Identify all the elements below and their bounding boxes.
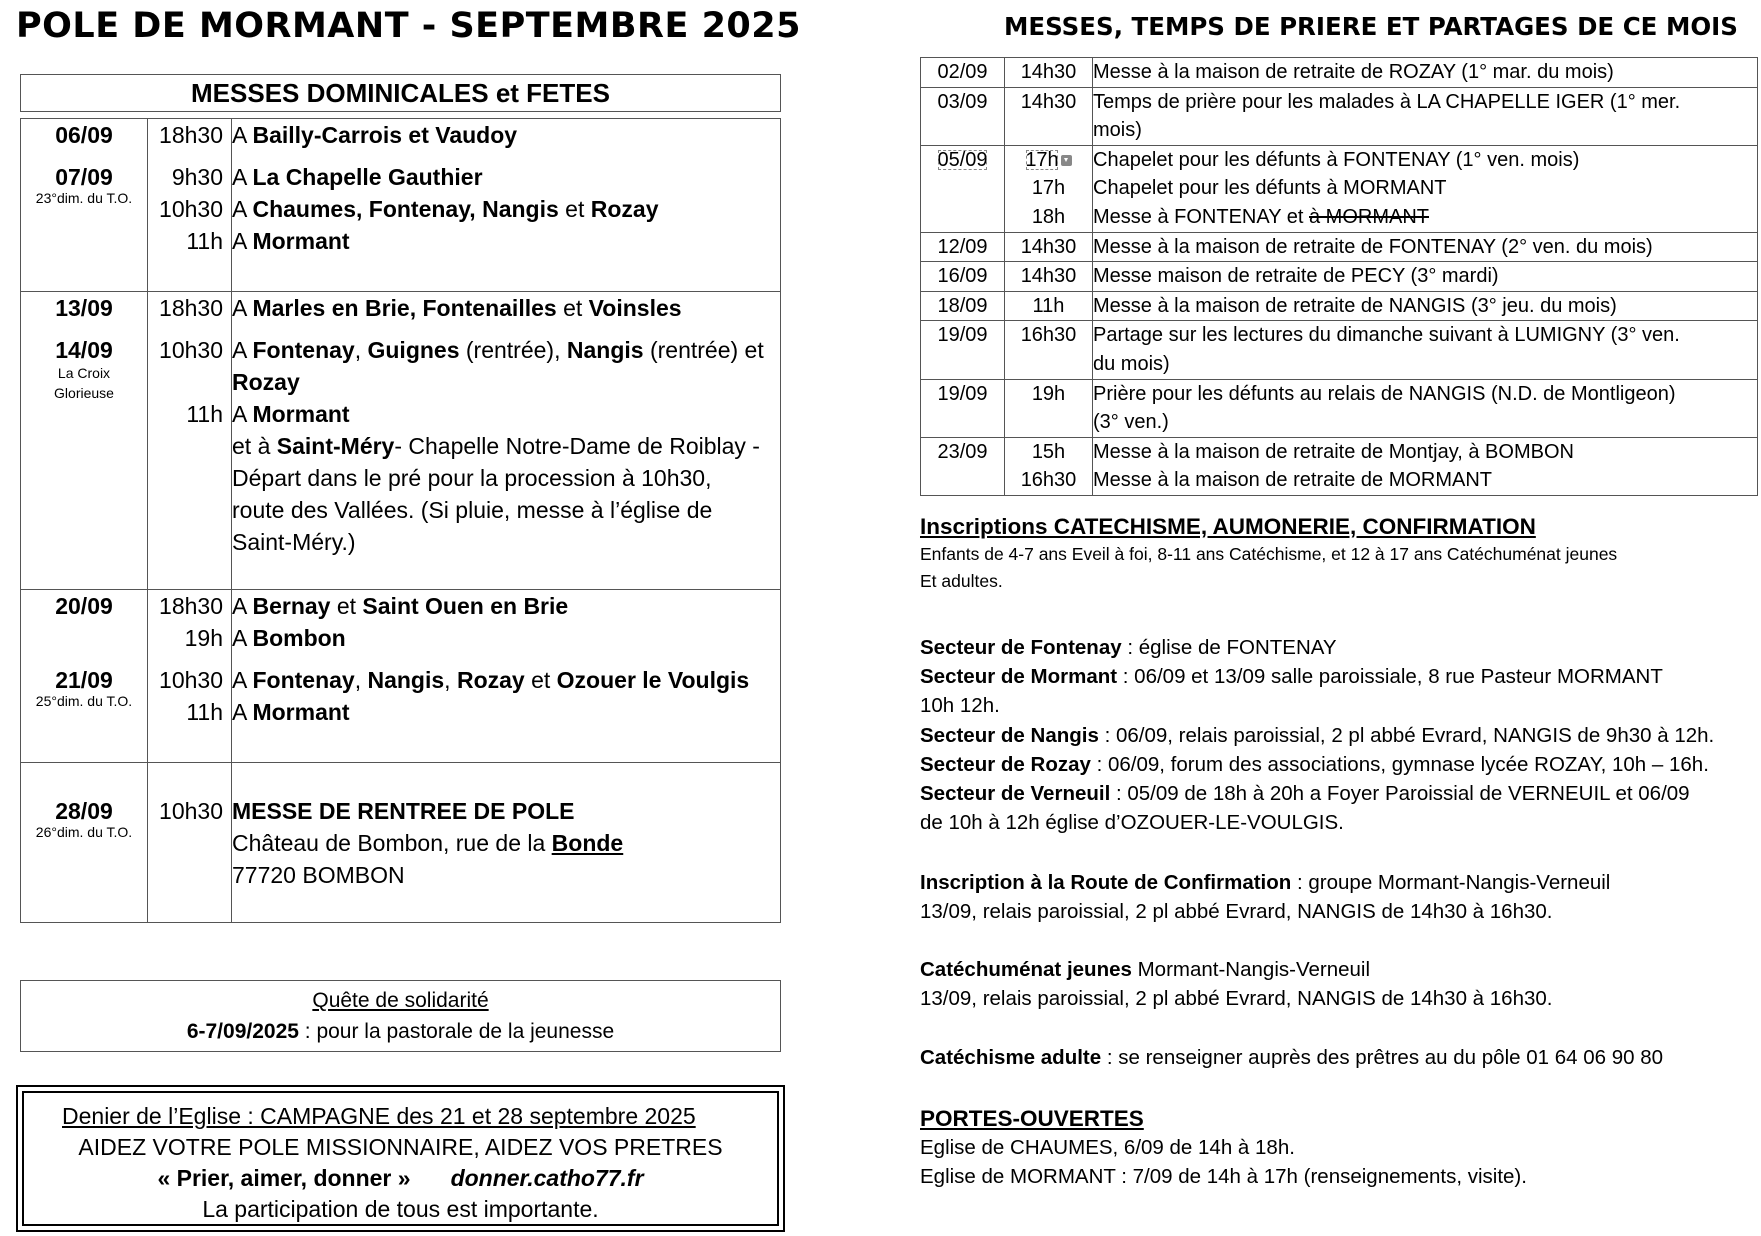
date: 13/09 [55,295,113,321]
date-cell [21,119,148,292]
event-address: 77720 BOMBON [232,862,405,888]
time: 18h30 [159,122,223,148]
sector-item: de 10h à 12h église d’OZOUER-LE-VOULGIS. [920,811,1344,835]
table-row: 19/09 16h30 Partage sur les lectures du dimanche suivant à LUMIGNY (3° ven. du mois) [921,321,1758,379]
time: 18h30 [159,593,223,619]
mass-location: A Mormant [232,228,350,254]
date-cell [21,590,148,763]
sector-item: Secteur de Mormant : 06/09 et 13/09 salle paroissiale, 8 rue Pasteur MORMANT [920,665,1663,689]
date: 07/09 [55,164,113,190]
mass-location: Rozay [232,369,300,395]
event-address: Château de Bombon, rue de la Bonde [232,830,624,856]
sunday-masses-title: MESSES DOMINICALES et FETES [20,74,781,112]
table-row: 02/09 14h30 Messe à la maison de retraite de ROZAY (1° mar. du mois) [921,58,1758,88]
event-title: MESSE DE RENTREE DE POLE [232,798,575,824]
location-cell [232,292,781,590]
table-row: 16/09 14h30 Messe maison de retraite de PECY (3° mardi) [921,262,1758,292]
open-doors-item: Eglise de CHAUMES, 6/09 de 14h à 18h. [920,1136,1295,1160]
liturgical-note: 25°dim. du T.O. [35,693,133,709]
table-row [21,119,781,292]
confirmation-section: Inscription à la Route de Confirmation : groupe Mormant-Nangis-Verneuil 13/09, relais paroissial, 2 pl abbé Evrard, NANGIS de 14h30 à 16h30. [920,871,1611,924]
page-title: POLE DE MORMANT - SEPTEMBRE 2025 [16,6,801,46]
date: 21/09 [55,667,113,693]
campaign-slogan: « Prier, aimer, donner » donner.catho77.fr [157,1165,644,1191]
time: 10h30 [159,798,223,824]
table-row: 03/09 14h30 Temps de prière pour les malades à LA CHAPELLE IGER (1° mer. mois) [921,87,1758,145]
feast-name: Glorieuse [54,385,114,401]
catechism-section [920,512,1758,595]
catechism-description: Enfants de 4-7 ans Eveil à foi, 8-11 ans Catéchisme, et 12 à 17 ans Catéchuménat jeunes [920,544,1618,565]
adult-catechism-section: Catéchisme adulte : se renseigner auprès des prêtres au du pôle 01 64 06 90 80 [920,1046,1664,1069]
campaign-note: La participation de tous est importante. [202,1196,599,1222]
time: 10h30 [159,667,223,693]
table-row: 18/09 11h Messe à la maison de retraite de NANGIS (3° jeu. du mois) [921,291,1758,321]
mass-location: A Bombon [232,625,346,651]
table-row [21,763,781,923]
sector-item: Secteur de Nangis : 06/09, relais paroissial, 2 pl abbé Evrard, NANGIS de 9h30 à 12h. [920,723,1715,747]
mass-detail: route des Vallées. (Si pluie, messe à l’église de [232,497,713,523]
sunday-masses-table [20,118,781,923]
collection-text: 6-7/09/2025 : pour la pastorale de la jeunesse [186,1020,615,1043]
mass-location: A Mormant [232,401,350,427]
location-cell [232,763,781,923]
mass-location: A Marles en Brie, Fontenailles et Voinsles [232,295,682,321]
mass-location: A Fontenay, Nangis, Rozay et Ozouer le Voulgis [232,667,750,693]
dropdown-icon[interactable] [1061,155,1072,166]
time: 11h [186,699,223,725]
time-cell [148,119,232,292]
table-row: 05/09 17h 17h 18h Chapelet pour les défunts à FONTENAY (1° ven. mois) Chapelet pour les défunts à MORMANT Messe à FONTENAY et à MORMANT [921,145,1758,232]
time: 10h30 [159,337,223,363]
table-row [21,292,781,590]
time: 11h [186,228,223,254]
solidarity-collection-box [20,980,781,1052]
time-cell [148,590,232,763]
mass-location: A Chaumes, Fontenay, Nangis et Rozay [232,196,659,222]
location-cell [232,590,781,763]
time: 18h30 [159,295,223,321]
date-cell [21,763,148,923]
sector-item: Secteur de Rozay : 06/09, forum des associations, gymnase lycée ROZAY, 10h – 16h. [920,752,1709,776]
mass-location: et à Saint-Méry- Chapelle Notre-Dame de Roiblay - [232,433,760,459]
catechumenate-section: Catéchuménat jeunes Mormant-Nangis-Verneuil 13/09, relais paroissial, 2 pl abbé Evrard, NANGIS de 14h30 à 16h30. [920,958,1553,1011]
date: 14/09 [55,337,113,363]
table-row [21,590,781,763]
date: 06/09 [55,122,113,148]
weekly-events-table [920,57,1758,496]
collection-title: Quête de solidarité [312,989,489,1012]
campaign-appeal: AIDEZ VOTRE POLE MISSIONNAIRE, AIDEZ VOS PRETRES [78,1134,723,1160]
time: 11h [186,401,223,427]
open-doors-section [920,1104,1758,1192]
mass-location: A Fontenay, Guignes (rentrée), Nangis (rentrée) et [232,337,764,363]
mass-location: A Bailly-Carrois et Vaudoy [232,122,518,148]
sector-item: Secteur de Fontenay : église de FONTENAY [920,636,1337,659]
section-heading: PORTES-OUVERTES [920,1106,1144,1131]
mass-detail: Saint-Méry.) [232,529,356,555]
time-cell [148,763,232,923]
mass-location: A Bernay et Saint Ouen en Brie [232,593,569,619]
location-cell [232,119,781,292]
mass-location: A La Chapelle Gauthier [232,164,483,190]
date-cell [21,292,148,590]
time-cell [148,292,232,590]
catechism-description: Et adultes. [920,571,1003,592]
liturgical-note: 23°dim. du T.O. [35,190,133,206]
campaign-title: Denier de l’Eglise : CAMPAGNE des 21 et 28 septembre 2025 [62,1103,696,1129]
time: 19h [184,625,223,651]
time: 9h30 [171,164,223,190]
date: 28/09 [55,798,113,824]
sector-item: 10h 12h. [920,694,1000,718]
mass-location: A Mormant [232,699,350,725]
time: 10h30 [159,196,223,222]
section-heading: Inscriptions CATECHISME, AUMONERIE, CONFIRMATION [920,514,1536,539]
date: 20/09 [55,593,113,619]
sector-list [920,633,1758,837]
table-row: 19/09 19h Prière pour les défunts au relais de NANGIS (N.D. de Montligeon) (3° ven.) [921,379,1758,437]
liturgical-note: 26°dim. du T.O. [35,824,133,840]
denier-campaign-box [16,1085,785,1232]
table-row: 12/09 14h30 Messe à la maison de retraite de FONTENAY (2° ven. du mois) [921,232,1758,262]
cancelled-text: à MORMANT [1309,205,1429,228]
sector-item: Secteur de Verneuil : 05/09 de 18h à 20h a Foyer Paroissial de VERNEUIL et 06/09 [920,782,1690,806]
donation-link[interactable]: donner.catho77.fr [450,1165,644,1191]
weekly-events-title: MESSES, TEMPS DE PRIERE ET PARTAGES DE CE MOIS [1004,12,1738,41]
mass-detail: Départ dans le pré pour la procession à 10h30, [232,465,712,491]
table-row: 23/09 15h 16h30 Messe à la maison de retraite de Montjay, à BOMBON Messe à la maison de retraite de MORMANT [921,437,1758,495]
open-doors-item: Eglise de MORMANT : 7/09 de 14h à 17h (renseignements, visite). [920,1165,1527,1189]
feast-name: La Croix [57,365,111,381]
